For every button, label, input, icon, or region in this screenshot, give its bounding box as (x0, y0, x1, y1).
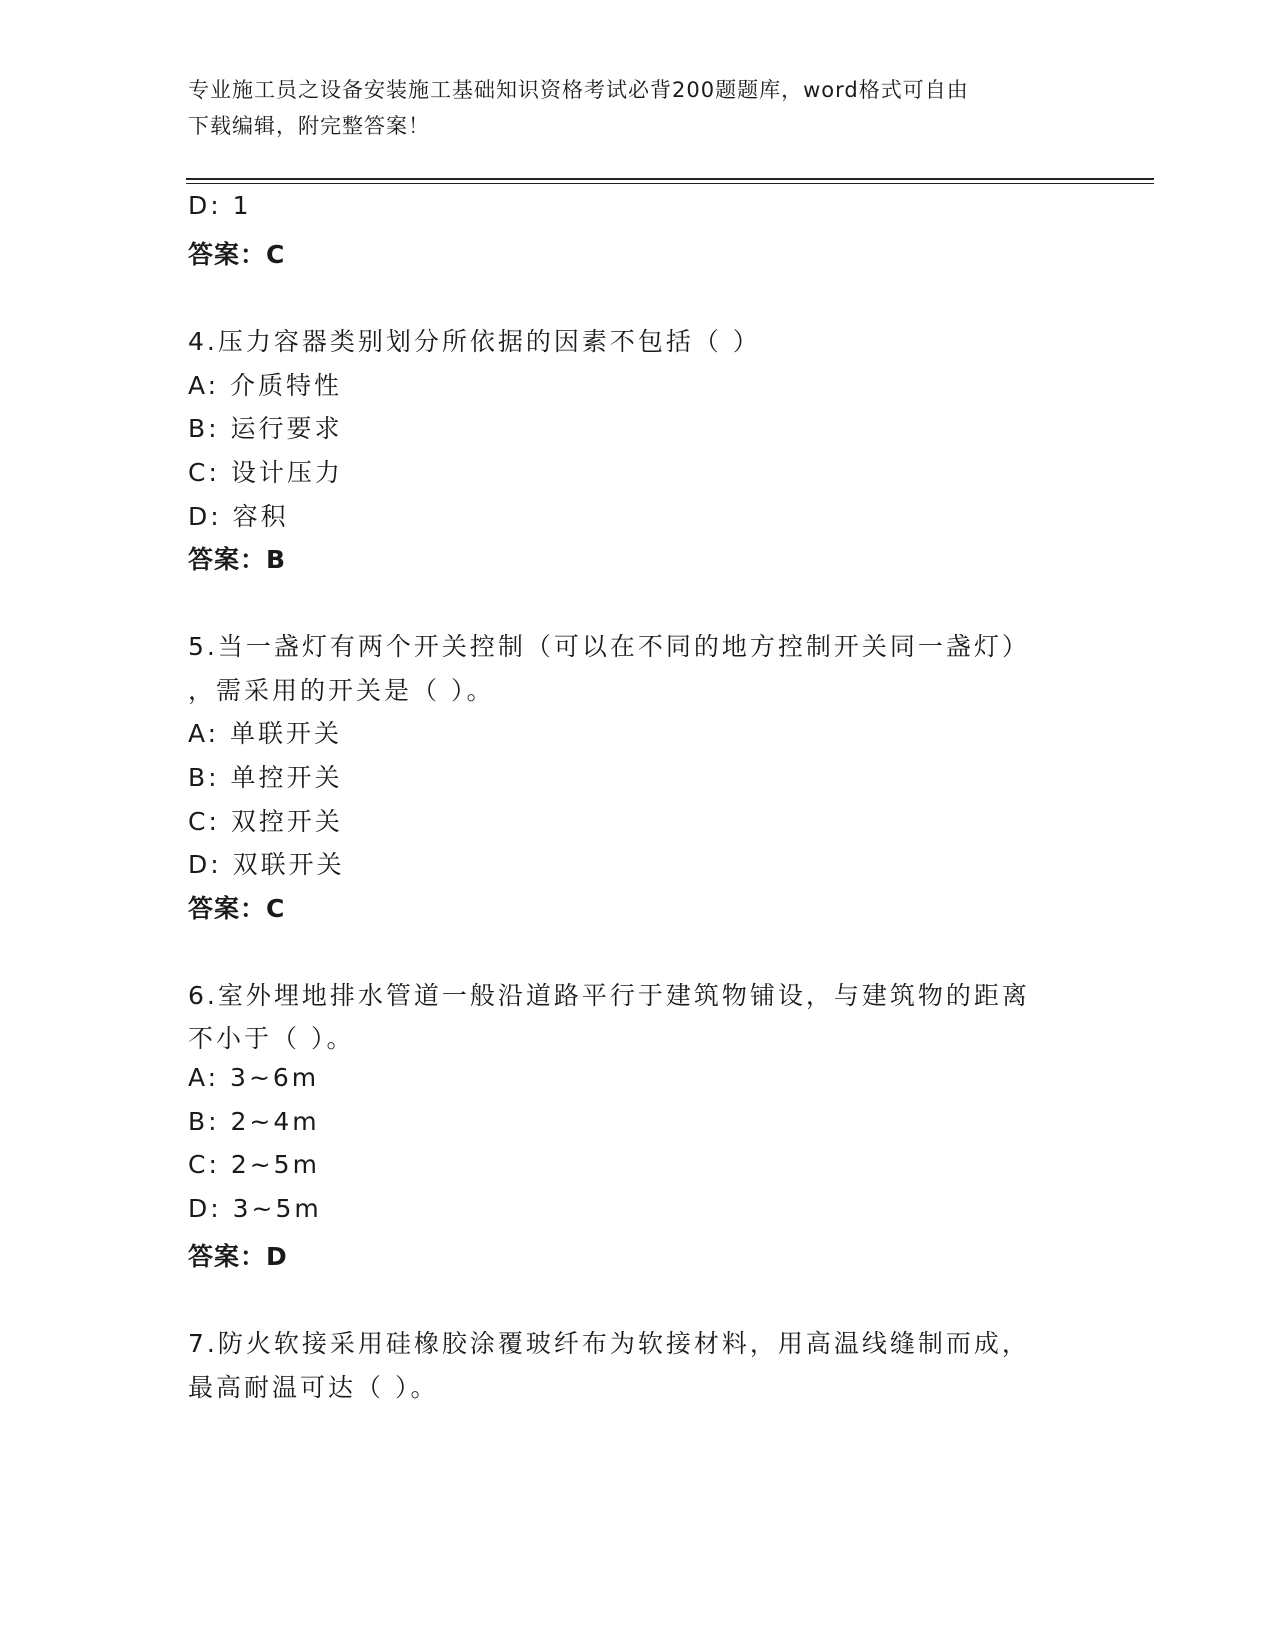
q6-answer: 答案：D (188, 1242, 288, 1271)
q6-option-c: C: 2~5m (188, 1150, 320, 1179)
header-line-1: 专业施工员之设备安装施工基础知识资格考试必背200题题库，word格式可自由 (188, 78, 969, 102)
q4-stem: 4.压力容器类别划分所依据的因素不包括（ ） (188, 327, 761, 356)
q5-option-d: D: 双联开关 (188, 850, 345, 879)
q7-stem-line-2: 最高耐温可达（ ）。 (188, 1373, 439, 1402)
q4-option-b: B: 运行要求 (188, 414, 343, 443)
q6-option-b: B: 2~4m (188, 1107, 320, 1136)
header-divider-thin (186, 183, 1154, 184)
q6-option-d: D: 3~5m (188, 1194, 322, 1223)
q6-option-a: A: 3~6m (188, 1063, 320, 1092)
q5-stem-line-2: ，需采用的开关是（ ）。 (188, 676, 495, 705)
q5-option-b: B: 单控开关 (188, 763, 343, 792)
q4-option-c: C: 设计压力 (188, 458, 343, 487)
q5-stem-line-1: 5.当一盏灯有两个开关控制（可以在不同的地方控制开关同一盏灯） (188, 632, 1030, 661)
prev-option-d: D: 1 (188, 191, 252, 220)
q4-option-a: A: 介质特性 (188, 371, 343, 400)
q6-stem-line-1: 6.室外埋地排水管道一般沿道路平行于建筑物铺设，与建筑物的距离 (188, 981, 1030, 1010)
q5-option-c: C: 双控开关 (188, 807, 343, 836)
q5-option-a: A: 单联开关 (188, 719, 343, 748)
q4-option-d: D: 容积 (188, 502, 289, 531)
header-line-2: 下载编辑，附完整答案！ (188, 114, 430, 138)
q6-stem-line-2: 不小于（ ）。 (188, 1024, 355, 1053)
q5-answer: 答案：C (188, 894, 286, 923)
document-header (188, 72, 1088, 144)
prev-answer: 答案：C (188, 240, 286, 269)
q4-answer: 答案：B (188, 545, 287, 574)
header-divider (186, 178, 1154, 180)
q7-stem-line-1: 7.防火软接采用硅橡胶涂覆玻纤布为软接材料，用高温线缝制而成， (188, 1329, 1030, 1358)
